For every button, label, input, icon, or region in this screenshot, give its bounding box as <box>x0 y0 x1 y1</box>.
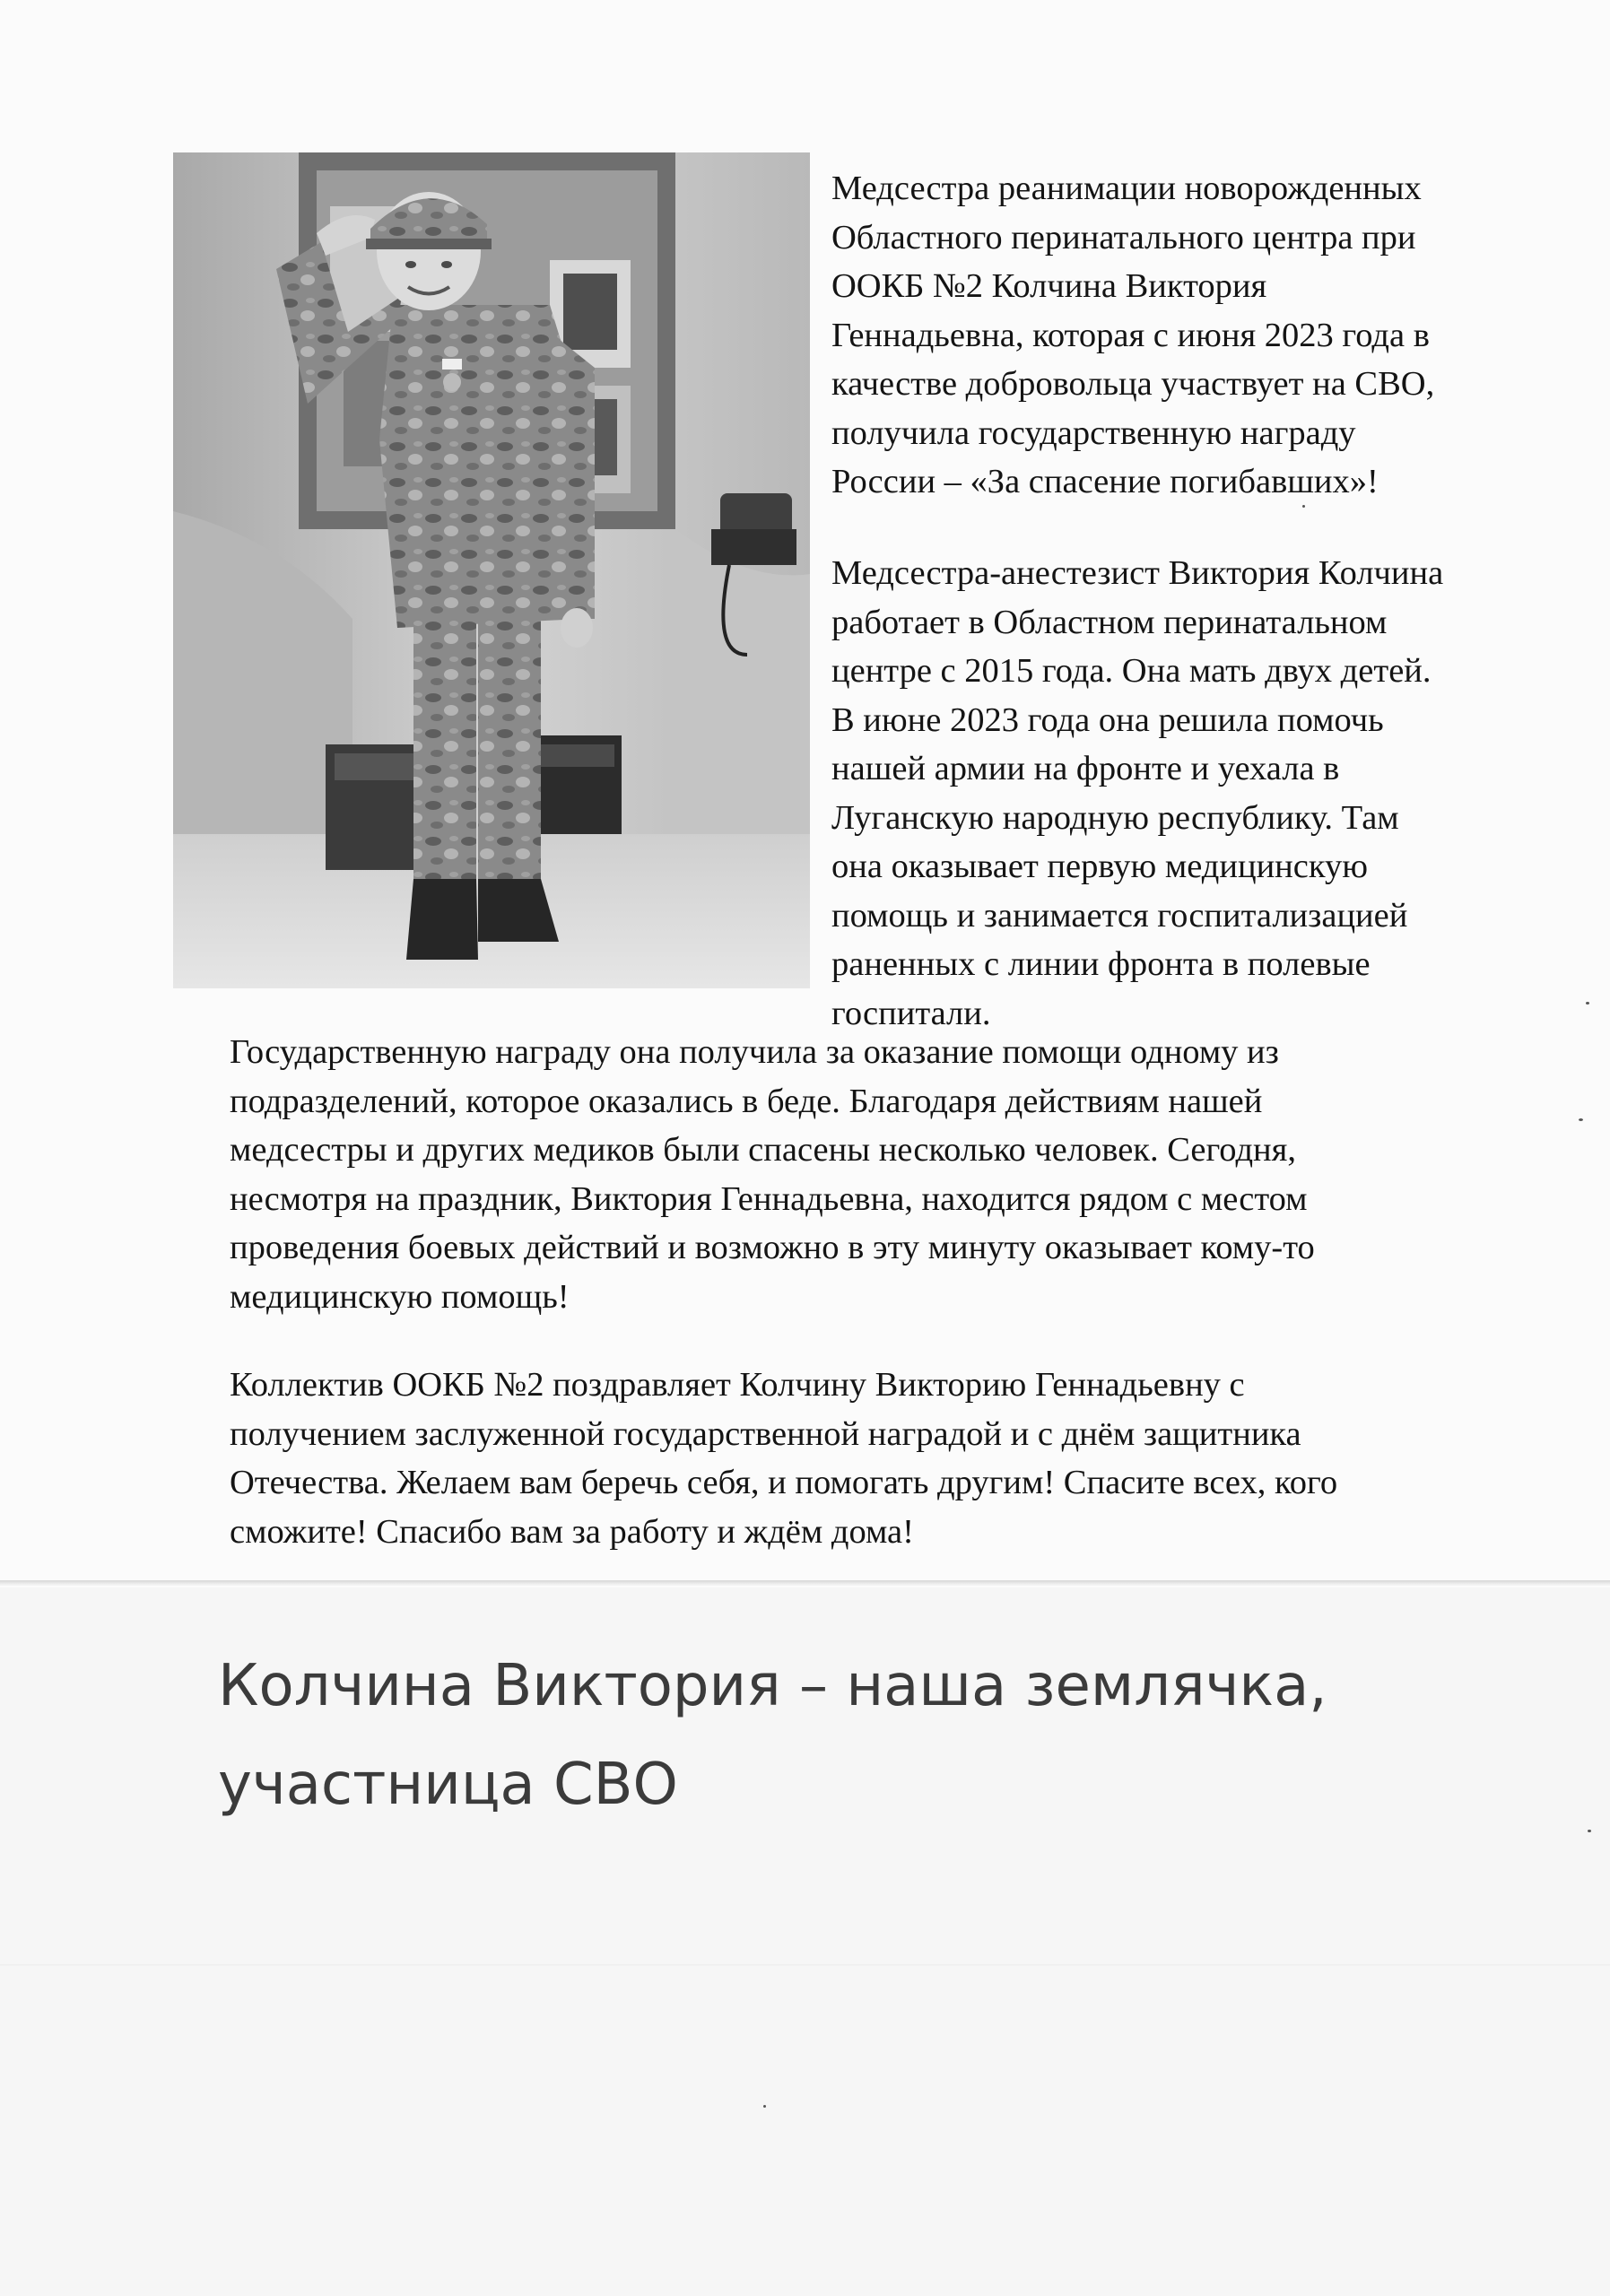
page-heading <box>218 1637 1327 1834</box>
text-line: Луганскую народную республику. Там <box>831 798 1399 837</box>
scan-speck <box>763 2105 766 2108</box>
text-line: получением заслуженной государственной наградой и с днём защитника <box>230 1414 1301 1453</box>
paragraph-intro <box>831 164 1434 507</box>
text-line: сможите! Спасибо вам за работу и ждём дома! <box>230 1512 914 1551</box>
text-line: России – «За спасение погибавших»! <box>831 463 1379 500</box>
text-line: нашей армии на фронте и уехала в <box>831 750 1340 787</box>
text-line: Государственную награду она получила за оказание помощи одному из <box>230 1033 1279 1071</box>
text-line: Медсестра реанимации новорожденных <box>831 170 1422 207</box>
paper-crease <box>0 1964 1610 1967</box>
text-line: подразделений, которое оказались в беде. Благодаря действиям нашей <box>230 1082 1263 1120</box>
paragraph-biography <box>831 549 1443 1038</box>
scan-speck <box>1588 1830 1591 1832</box>
text-line: Отечества. Желаем вам беречь себя, и помогать другим! Спасите всех, кого <box>230 1464 1338 1501</box>
text-line: проведения боевых действий и возможно в эту минуту оказывает кому-то <box>230 1229 1315 1266</box>
text-line: центре с 2015 года. Она мать двух детей. <box>831 652 1432 690</box>
text-line: госпитали. <box>831 994 991 1032</box>
text-line: Медсестра-анестезист Виктория Колчина <box>831 554 1444 592</box>
heading-line-2: участница СВО <box>218 1752 678 1818</box>
heading-line-1: Колчина Виктория – наша землячка, <box>218 1653 1327 1719</box>
text-line: раненных с линии фронта в полевые <box>831 945 1371 983</box>
scan-speck <box>1302 505 1305 508</box>
text-line: медицинскую помощь! <box>230 1277 570 1316</box>
photo-servicewoman-saluting <box>173 152 810 988</box>
paper-fold-line <box>0 1580 1610 1586</box>
scan-speck <box>1579 1118 1583 1121</box>
text-line: работает в Областном перинатальном <box>831 603 1388 641</box>
scan-speck <box>1586 1002 1589 1004</box>
paragraph-award <box>230 1028 1315 1321</box>
text-line: Геннадьевна, которая с июня 2023 года в <box>831 316 1430 354</box>
text-line: Областного перинатального центра при <box>831 218 1416 257</box>
text-line: В июне 2023 года она решила помочь <box>831 700 1384 739</box>
paragraph-congratulation <box>230 1361 1337 1556</box>
text-line: получила государственную награду <box>831 413 1356 452</box>
text-line: Коллектив ООКБ №2 поздравляет Колчину Викторию Геннадьевну с <box>230 1366 1245 1404</box>
text-line: медсестры и других медиков были спасены несколько человек. Сегодня, <box>230 1131 1296 1169</box>
text-line: она оказывает первую медицинскую <box>831 848 1369 885</box>
text-line: несмотря на праздник, Виктория Геннадьевна, находится рядом с местом <box>230 1179 1308 1218</box>
text-line: качестве добровольца участвует на СВО, <box>831 365 1435 403</box>
text-line: помощь и занимается госпитализацией <box>831 896 1408 935</box>
text-line: ООКБ №2 Колчина Виктория <box>831 267 1267 305</box>
